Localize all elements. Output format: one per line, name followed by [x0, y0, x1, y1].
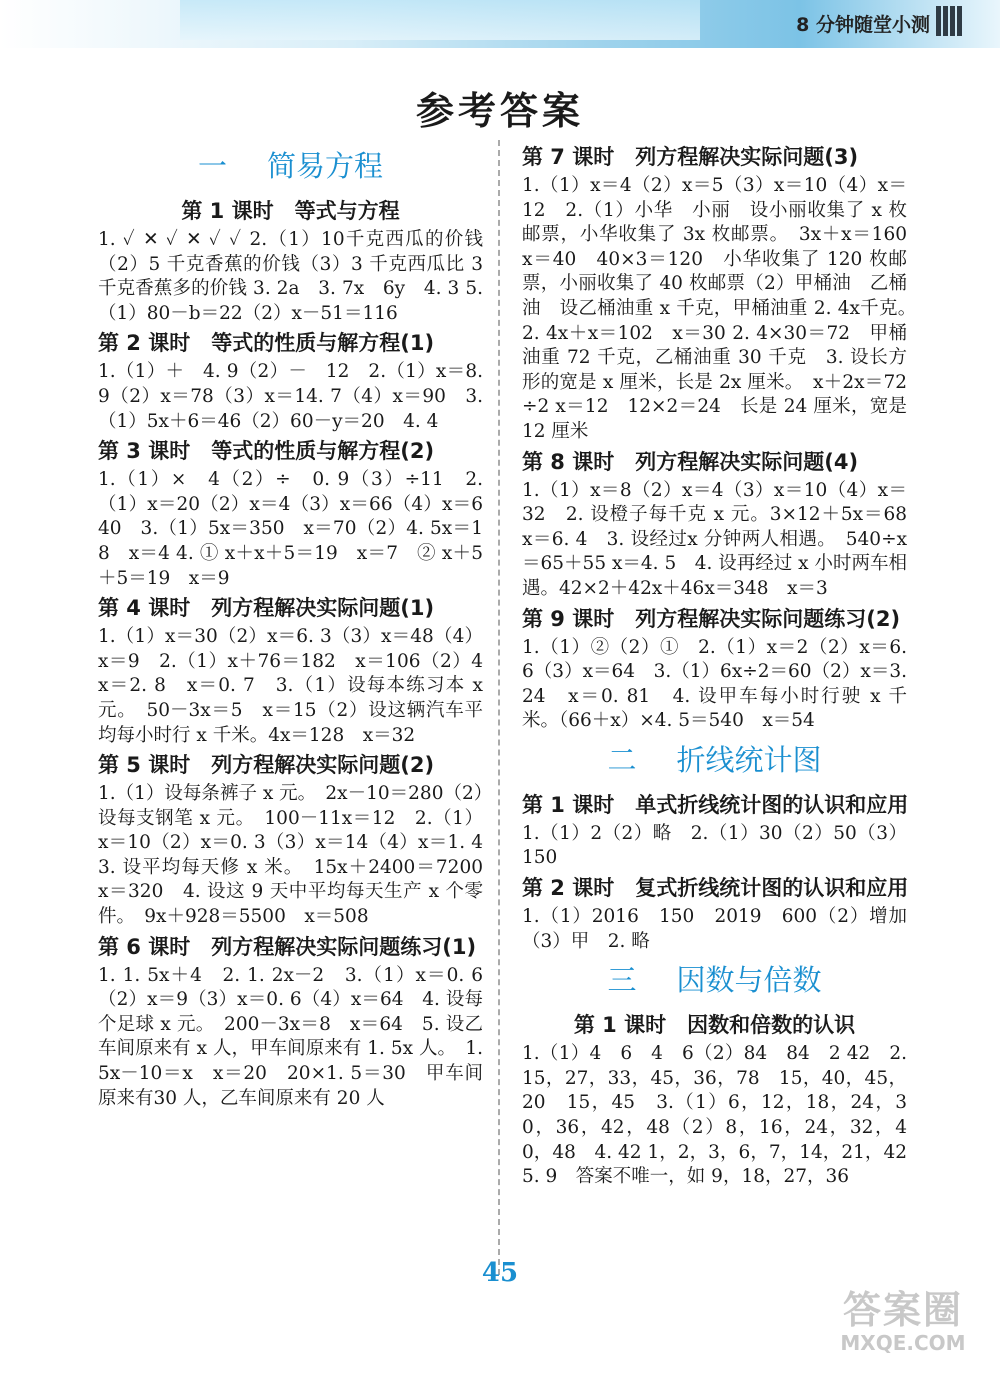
lesson-answers: 1. ✓ ✕ ✓ ✕ ✓ ✓ 2.（1）10千克西瓜的价钱（2）5 千克香蕉的价钱（3）3 千克西瓜比 3 千克香蕉多的价钱 3. 2a 3. 7x 6y 4. 3 5.（1）80－b＝22（2）x－51＝116 — [98, 229, 483, 324]
lesson-title: 第 1 课时 单式折线统计图的认识和应用 — [522, 792, 909, 817]
lesson-title: 第 3 课时 等式的性质与解方程(2) — [98, 439, 435, 464]
banner-sky-decoration — [180, 0, 700, 40]
lesson-answers: 1.（1）2（2）略 2.（1）30（2）50（3）150 — [522, 822, 907, 869]
lesson-answers: 1.（1）x＝8（2）x＝4（3）x＝10（4）x＝32 2. 设橙子每千克 x 元。3×12＋5x＝68 x＝6. 4 3. 设经过x 分钟两人相遇。 540÷x＝65＋55 x＝4. 5 4. 设再经过 x 小时两车相遇。42×2＋42x＋46x＝348 x＝3 — [522, 479, 926, 599]
unit-name: 折线统计图 — [676, 742, 822, 777]
lesson-block — [522, 602, 907, 734]
lesson-title: 第 1 课时 因数和倍数的认识 — [573, 1013, 856, 1038]
lesson-answers: 1.（1）x＝4（2）x＝5（3）x＝10（4）x＝12 2.（1）小华 小丽 设小丽收集了 x 枚邮票，小华收集了 3x 枚邮票。 3x＋x＝160 x＝40 40×3＝120 小华收集了 120 枚邮票，小丽收集了 40 枚邮票（2）甲桶油 乙桶油 设乙桶油重 x 千克，甲桶油重 2. 4x千克。 2. 4x＋x＝102 x＝30 2. 4×30＝72 甲桶油重 72 千克，乙桶油重 30 千克 3. 设长方形的宽是 x 厘米，长是 2x 厘米。 x＋2x＝72÷2 x＝12 12×2＝24 长是 24 厘米，宽是12 厘米 — [522, 175, 926, 442]
lesson-block — [522, 140, 926, 445]
header-banner — [0, 0, 1000, 48]
unit-number: 二 — [607, 742, 637, 777]
page-number: 45 — [481, 1258, 519, 1288]
unit-heading-1 — [98, 144, 483, 188]
lesson-answers: 1.（1）设每条裤子 x 元。 2x－10＝280（2）设每支钢笔 x 元。 100－11x＝12 2.（1）x＝10（2）x＝0. 3（3）x＝14（4）x＝1. 4 3. 设平均每天修 x 米。 15x＋2400＝7200 x＝320 4. 设这 9 天中平均每天生产 x 个零件。 9x＋928＝5500 x＝508 — [98, 783, 502, 928]
lesson-title: 第 7 课时 列方程解决实际问题(3) — [522, 145, 859, 169]
lesson-answers: 1.（1）②（2）① 2.（1）x＝2（2）x＝6. 6（3）x＝64 3.（1）6x÷2＝60（2）x＝3. 24 x＝0. 81 4. 设甲车每小时行驶 x 千米。（66＋x）×4. 5＝540 x＝54 — [522, 636, 907, 732]
barcode-decoration-icon — [936, 6, 972, 36]
lesson-block — [98, 434, 483, 591]
lesson-block — [522, 871, 907, 954]
page-title: 参考答案 — [415, 89, 584, 133]
lesson-title: 第 4 课时 列方程解决实际问题(1) — [98, 596, 435, 621]
watermark-line-1: 答案圈 — [842, 1288, 963, 1332]
lesson-title: 第 2 课时 等式的性质与解方程(1) — [98, 331, 435, 356]
lesson-answers: 1. 1. 5x＋4 2. 1. 2x－2 3.（1）x＝0. 6（2）x＝9（3）x＝0. 6（4）x＝64 4. 设每个足球 x 元。 200－3x＝8 x＝64 5. 设乙车间原来有 x 人，甲车间原来有 1. 5x 人。 1. 5x－10＝x x＝20 20×1. 5＝30 甲车间原来有30 人，乙车间原来有 20 人 — [98, 964, 483, 1109]
lesson-answers: 1.（1）4 6 4 6（2）84 84 2 42 2. 15，27，33，45，36，78 15，40，45，20 15，45 3.（1）6，12，18，24，30，36，42，48（2）8，16，24，32，40，48 4. 42 1，2，3，6，7，14，21，42 5. 9 答案不唯一，如 9，18，27，36 — [522, 1043, 926, 1188]
lesson-block — [98, 194, 483, 326]
series-title: 8 分钟随堂小测 — [796, 14, 930, 36]
lesson-answers: 1.（1）＋ 4. 9（2）－ 12 2.（1）x＝8. 9（2）x＝78（3）x＝14. 7（4）x＝90 3.（1）5x＋6＝46（2）60－y＝20 4. 4 — [98, 361, 483, 432]
unit-number: 一 — [197, 149, 227, 183]
left-column — [98, 140, 502, 1111]
lesson-title: 第 2 课时 复式折线统计图的认识和应用 — [522, 876, 909, 901]
lesson-block — [522, 1008, 926, 1190]
lesson-answers: 1.（1）x＝30（2）x＝6. 3（3）x＝48（4）x＝9 2.（1）x＋76＝182 x＝106（2）4x＝2. 8 x＝0. 7 3.（1）设每本练习本 x 元。 50－3x＝5 x＝15（2）设这辆汽车平均每小时行 x 千米。4x＝128 x＝32 — [98, 626, 483, 746]
lesson-title: 第 6 课时 列方程解决实际问题练习(1) — [98, 934, 477, 959]
lesson-block — [98, 326, 483, 434]
unit-name: 简易方程 — [267, 149, 384, 183]
column-divider — [498, 140, 500, 1275]
lesson-title: 第 9 课时 列方程解决实际问题练习(2) — [522, 606, 901, 631]
watermark-logo — [828, 1288, 978, 1360]
lesson-block — [522, 788, 907, 871]
lesson-answers: 1.（1）2016 150 2019 600（2）增加（3）甲 2. 略 — [522, 906, 907, 952]
lesson-title: 第 8 课时 列方程解决实际问题(4) — [522, 449, 859, 474]
lesson-title: 第 1 课时 等式与方程 — [181, 199, 400, 223]
lesson-answers: 1.（1）× 4（2）÷ 0. 9（3）÷11 2.（1）x＝20（2）x＝4（3）x＝66（4）x＝640 3.（1）5x＝350 x＝70（2）4. 5x＝18 x＝4 4. ① x＋x＋5＝19 x＝7 ② x＋5＋5＝19 x＝9 — [98, 469, 483, 589]
unit-heading-2 — [522, 738, 907, 782]
lesson-title: 第 5 课时 列方程解决实际问题(2) — [98, 753, 435, 778]
unit-number: 三 — [607, 963, 637, 998]
right-column — [522, 140, 926, 1190]
watermark-line-2: MXQE.COM — [840, 1331, 966, 1355]
unit-name: 因数与倍数 — [676, 963, 822, 998]
lesson-block — [98, 930, 483, 1112]
lesson-block — [522, 445, 926, 602]
lesson-block — [98, 748, 502, 930]
lesson-block — [98, 591, 483, 748]
unit-heading-3 — [522, 958, 907, 1002]
